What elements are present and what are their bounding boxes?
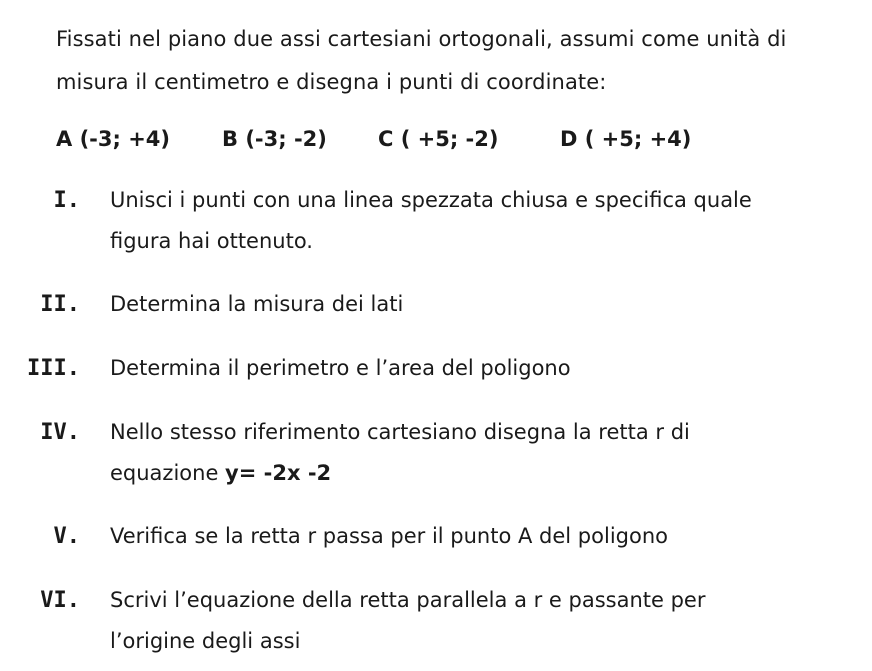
intro-line-1: Fissati nel piano due assi cartesiani ortogonali, assumi come unità di (56, 27, 787, 51)
question-3-text (110, 348, 830, 389)
point-c (378, 122, 499, 156)
question-1-line-1: Unisci i punti con una linea spezzata chiusa e specifica quale (110, 188, 752, 212)
point-b-coords: (-3; -2) (245, 127, 327, 151)
question-2-text (110, 284, 830, 325)
question-1-text (110, 180, 830, 262)
question-4-line-2 (110, 453, 830, 494)
point-d (560, 122, 691, 156)
point-a (56, 122, 170, 156)
point-a-coords: (-3; +4) (79, 127, 171, 151)
question-4-line-1: Nello stesso riferimento cartesiano disegna la retta r di (110, 420, 690, 444)
question-1-line-2: figura hai ottenuto. (110, 229, 313, 253)
question-5-text (110, 516, 830, 557)
question-3-line-1: Determina il perimetro e l’area del poligono (110, 356, 571, 380)
point-a-label: A (56, 127, 73, 151)
question-5-line-1: Verifica se la retta r passa per il punto A del poligono (110, 524, 668, 548)
question-2-number: II. (40, 292, 80, 317)
question-6-text (110, 580, 830, 662)
question-5-number: V. (53, 524, 80, 549)
question-4-text (110, 412, 830, 494)
intro-paragraph (56, 18, 868, 104)
line-equation: y= -2x -2 (225, 461, 332, 485)
point-c-label: C (378, 127, 394, 151)
question-6-number: VI. (40, 588, 80, 613)
question-6-line-1: Scrivi l’equazione della retta parallela a r e passante per (110, 588, 706, 612)
question-3-number: III. (27, 356, 80, 381)
point-b-label: B (222, 127, 239, 151)
question-6-line-2: l’origine degli assi (110, 629, 301, 653)
point-c-coords: ( +5; -2) (400, 127, 499, 151)
intro-line-2: misura il centimetro e disegna i punti di coordinate: (56, 70, 607, 94)
point-d-coords: ( +5; +4) (584, 127, 692, 151)
question-4-number: IV. (40, 420, 80, 445)
point-b (222, 122, 327, 156)
question-1-number: I. (53, 188, 80, 213)
question-2-line-1: Determina la misura dei lati (110, 292, 404, 316)
point-d-label: D (560, 127, 578, 151)
question-4-line-2-prefix: equazione (110, 461, 226, 485)
